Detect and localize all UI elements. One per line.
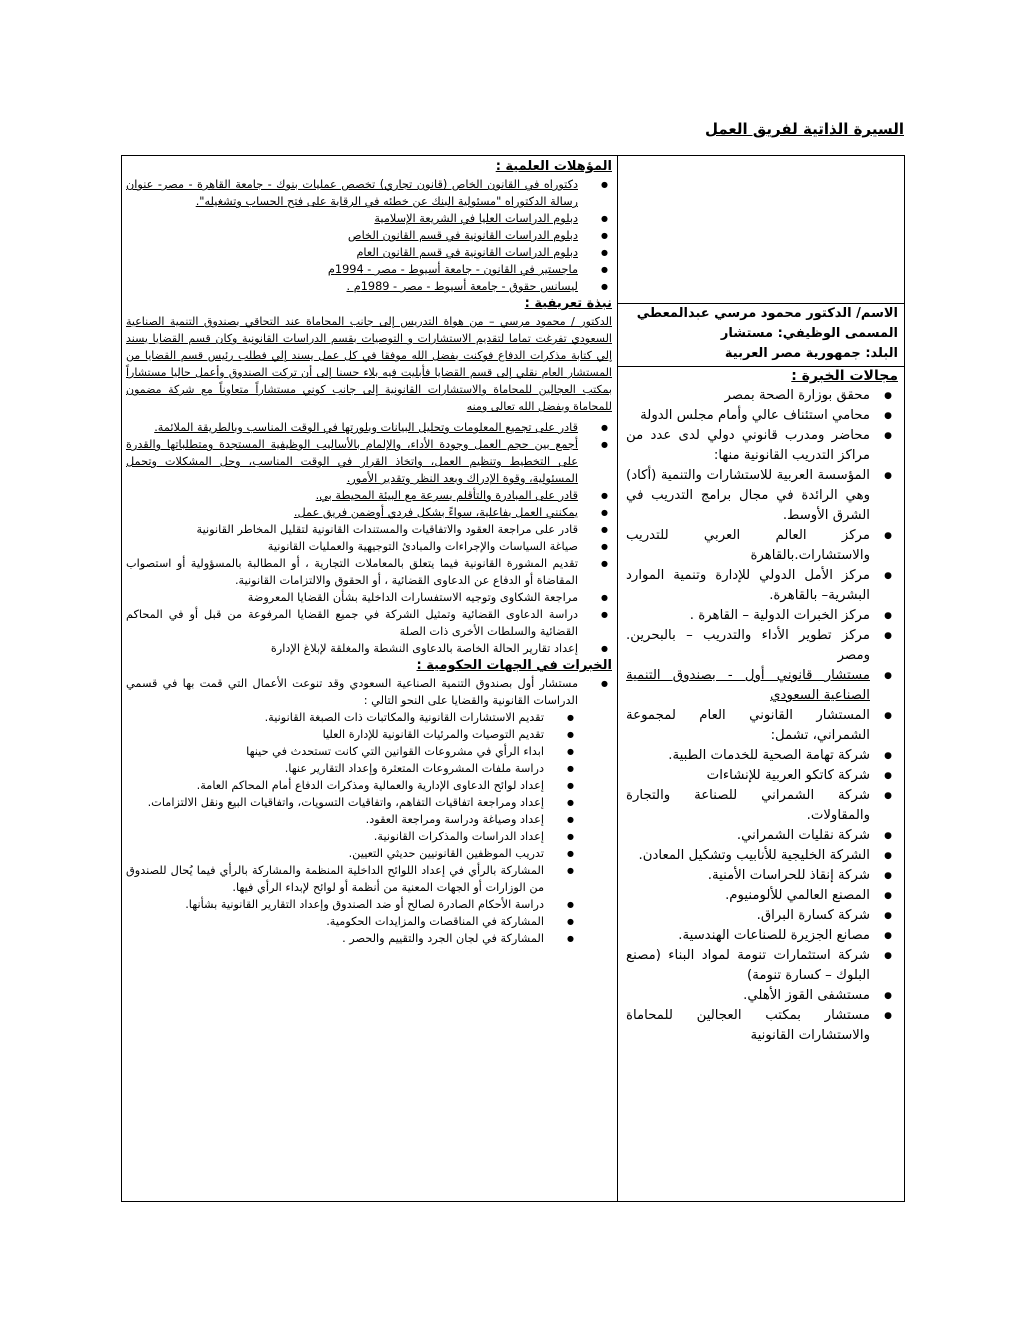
page-title: السيرة الذاتية لفريق العمل — [704, 120, 904, 138]
list-item: ● محامي استئناف عالي وأمام مجلس الدولة — [626, 406, 870, 426]
list-item: ● ليسانس حقوق - جامعة أسيوط - مصر - 1989م . — [126, 278, 578, 295]
list-item: ● تدريب الموظفين القانونيين حديثي التعيين. — [126, 845, 544, 862]
list-item: ● دبلوم الدراسات القانونية في قسم القانون العام — [126, 244, 578, 261]
list-item: ● تقديم المشورة القانونية فيما يتعلق بالمعاملات التجارية ، أو المطالبة بالمسؤولية أو استصواب المقاضاة أو الدفاع عن الدعاوى القضائية ، أو الحقوق والالتزامات القانونية. — [126, 555, 578, 589]
list-item: ● دراسة الدعاوى القضائية وتمثيل الشركة في جميع القضايا المرفوعة من قبل أو في المحاكم القضائية والسلطات الأخرى ذات الصلة — [126, 606, 578, 640]
list-item: ● المشاركة في لجان الجرد والتقييم والحصر . — [126, 930, 544, 947]
list-item: ● تقديم التوصيات والمرئيات القانونية للإدارة العليا — [126, 726, 544, 743]
list-item: ● أجمع بين حجم العمل وجودة الأداء، والإلمام بالأساليب الوظيفية المستجدة ومتطلباتها والقدرة على التخطيط وتنظيم العمل، واتخاذ القرار في الوقت المناسب، وحل المشكلات وتحمل المسئولية، وقوة الإدراك وبعد النظر وتقدير الأمور. — [126, 436, 578, 487]
list-item: ● قادر على مراجعة العقود والاتفاقيات والمستندات القانونية لتقليل المخاطر القانونية — [126, 521, 578, 538]
list-item: ● شركة إنقاذ للحراسات الأمنية. — [626, 866, 870, 886]
list-item: ● إعداد تقارير الحالة الخاصة بالدعاوى النشطة والمغلقة لإبلاغ الإدارة — [126, 640, 578, 657]
skills-list — [126, 419, 612, 657]
government-heading: الخبرات في الجهات الحكومية : — [416, 658, 612, 673]
list-item: ● دبلوم الدراسات العليا في الشريعة الإسلامية — [126, 210, 578, 227]
list-item: ● شركة استثمارات تنومة لمواد البناء (مصنع البلوك – كسارة تنومة) — [626, 946, 870, 986]
profile-column — [618, 156, 904, 1201]
experience-list — [626, 386, 898, 1046]
list-item: ● شركة الشمراني للصناعة والتجارة والمقاولات. — [626, 786, 870, 826]
list-item: ● مستشار قانوني أول - بصندوق التنمية الصناعية السعودي — [626, 666, 870, 706]
experience-fields — [618, 370, 904, 1046]
list-item: ● قادر على المبادرة والتأقلم بسرعة مع البيئة المحيطة بي. — [126, 487, 578, 504]
list-item: ● مستشار أول بصندوق التنمية الصناعية السعودي وقد تنوعت الأعمال التي قمت بها في قسمي الدراسات القانونية والقضايا على النحو التالي : — [126, 675, 578, 709]
list-item: ● مستشار بمكتب العجالين للمحاماة والاستشارات القانونية — [626, 1006, 870, 1046]
list-item: ● المشاركة في المناقصات والمزايدات الحكومية. — [126, 913, 544, 930]
list-item: ● ابداء الرأي في مشروعات القوانين التي كانت تستحدث في حينها — [126, 743, 544, 760]
main-content — [126, 156, 612, 947]
cv-table — [121, 155, 905, 1202]
bio-text: الدكتور / محمود مرسي – من هواة التدريس إلى جانب المحاماة عند التحاقي بصندوق التنمية الصناعية السعودي تفرغت تماما لتقديم الاستشارات و التوصيات بقسم الدراسات القانونية وكان قسم القضايا يسند إلي كتابة مذكرات الدفاع فوكنت بفضل الله موفقا في كل عمل يسند إلي فطلب رئيس قسم القضايا من المستشار العام نقلي إلى قسم القضايا فأبليت فيه بلاء حسنا إلى أن تركت الصندوق وأعمل حاليا مستشاراً بمكتب العجالين للمحاماة والاستشارات القانونية إلى جانب كوني مستشاراً متعاوناً مع شركة مضمون للمحاماة وبفضل الله تعالى ومنه — [126, 315, 612, 413]
list-item: ● قادر على تجميع المعلومات وتحليل البيانات وبلورتها في الوقت المناسب وبالطريقة الملائمة. — [126, 419, 578, 436]
list-item: ● شركة نقليات الشمراني. — [626, 826, 870, 846]
bio-heading: نبذة تعريفية : — [524, 296, 612, 311]
list-item: ● إعداد ومراجعة اتفاقيات التفاهم، واتفاقيات التسويات، واتفاقيات البيع ونقل الالتزامات. — [126, 794, 544, 811]
list-item: ● تقديم الاستشارات القانونية والمكاتبات ذات الصبغة القانونية. — [126, 709, 544, 726]
list-item: ● دراسة ملفات المشروعات المتعثرة وإعداد التقارير عنها. — [126, 760, 544, 777]
list-item: ● صياغة السياسات والإجراءات والمبادئ التوجيهية والعمليات القانونية — [126, 538, 578, 555]
list-item: ● دبلوم الدراسات القانونية في قسم القانون الخاص — [126, 227, 578, 244]
government-intro — [126, 675, 612, 709]
list-item: ● المشاركة بالرأي في إعداد اللوائح الداخلية المنظمة والمشاركة بالرأي فيما يُحال للصندوق من الوزارات أو الجهات المعنية من أنظمة أو لوائح لإبداء الرأي فيها. — [126, 862, 544, 896]
list-item: ● شركة تهامة الصحية للخدمات الطبية. — [626, 746, 870, 766]
list-item: ● محاضر ومدرب قانوني دولي لدى عدد من مراكز التدريب القانونية منها: — [626, 426, 870, 466]
list-item: ● محقق بوزارة الصحة بمصر — [626, 386, 870, 406]
experience-heading: مجالات الخبرة : — [791, 368, 898, 384]
list-item: ● دراسة الأحكام الصادرة لصالح أو ضد الصندوق وإعداد التقارير القانونية بشأنها. — [126, 896, 544, 913]
main-content-column — [122, 156, 618, 1201]
profile-job-title: المسمى الوظيفي: مستشار — [720, 326, 898, 341]
list-item: ● مركز الخبرات الدولية – القاهرة . — [626, 606, 870, 626]
profile-info — [618, 304, 904, 367]
list-item: ● إعداد وصياغة ودراسة ومراجعة العقود. — [126, 811, 544, 828]
list-item: ● المستشار القانوني العام لمجموعة الشمراني، تشمل: — [626, 706, 870, 746]
government-list — [126, 709, 612, 947]
list-item: ● إعداد الدراسات والمذكرات القانونية. — [126, 828, 544, 845]
list-item: ● المصنع العالمي للألومنيوم. — [626, 886, 870, 906]
list-item: ● شركة كاتكو العربية للإنشاءات — [626, 766, 870, 786]
qualifications-heading: المؤهلات العلمية : — [495, 159, 612, 174]
list-item: ● الشركة الخليجية للأنابيب وتشكيل المعادن. — [626, 846, 870, 866]
list-item: ● مصانع الجزيرة للصناعات الهندسية. — [626, 926, 870, 946]
list-item: ● مركز تطوير الأداء والتدريب – بالبحرين. ومصر — [626, 626, 870, 666]
list-item: ● إعداد لوائح الدعاوى الإدارية والعمالية ومذكرات الدفاع أمام المحاكم العامة. — [126, 777, 544, 794]
profile-name: الاسم/ الدكتور محمود مرسي عبدالمعطي — [636, 306, 898, 321]
list-item: ● مستشفى القوز الأهلي. — [626, 986, 870, 1006]
list-item: ● شركة كسارة البراق. — [626, 906, 870, 926]
list-item: ● دكتوراه في القانون الخاص (قانون تجاري) تخصص عمليات بنوك - جامعة القاهرة - مصر- عنوان رسالة الدكتوراه "مسئولية البنك عن خطئه في الرقابة على فتح الحساب وتشغيله". — [126, 176, 578, 210]
photo-cell — [618, 156, 904, 304]
list-item: ● مركز العالم العربي للتدريب والاستشارات.بالقاهرة — [626, 526, 870, 566]
list-item: ● مركز الأمل الدولي للإدارة وتنمية الموارد البشرية– بالقاهرة. — [626, 566, 870, 606]
list-item: ● مراجعة الشكاوى وتوجيه الاستفسارات الداخلية بشأن القضايا المعروضة — [126, 589, 578, 606]
list-item: ● ماجستير في القانون - جامعة أسيوط - مصر - 1994م — [126, 261, 578, 278]
list-item: ● يمكنني العمل بفاعلية، سواءً بشكل فردي أوضمن فريق عمل. — [126, 504, 578, 521]
qualifications-list — [126, 176, 612, 295]
list-item: ● المؤسسة العربية للاستشارات والتنمية (أكاد) وهي الرائدة في مجال برامج التدريب في الشرق الأوسط. — [626, 466, 870, 526]
profile-country: البلد: جمهورية مصر العربية — [724, 346, 898, 361]
